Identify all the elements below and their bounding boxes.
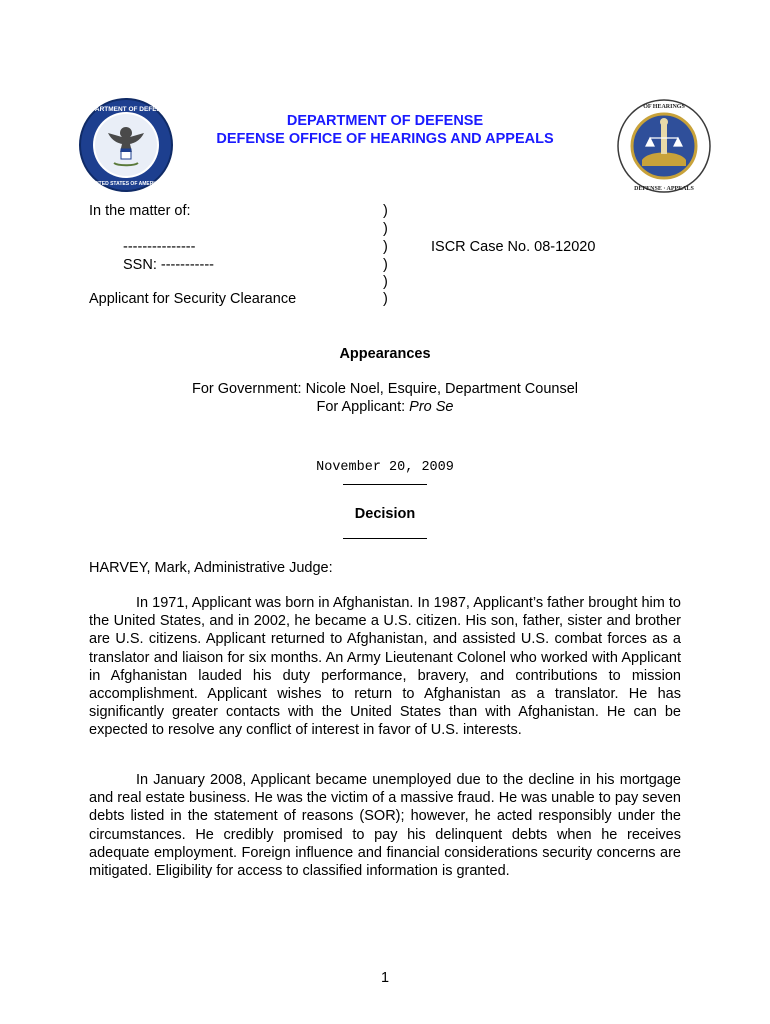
- caption-paren: ): [383, 291, 388, 307]
- applicant-name-redacted: ---------------: [123, 239, 196, 255]
- applicant-role: Applicant for Security Clearance: [89, 291, 297, 307]
- applicant-counsel: [0, 398, 770, 416]
- svg-text:OF HEARINGS: OF HEARINGS: [643, 104, 685, 110]
- svg-text:DEPARTMENT OF DEFENSE: DEPARTMENT OF DEFENSE: [82, 106, 170, 113]
- summary-paragraph-1: In 1971, Applicant was born in Afghanistan. In 1987, Applicant’s father brought him to the United States, and in 2002, he became a U.S. citizen. His son, father, sister and brother are U.S. citizens. Applicant returned to Afghanistan, and assisted U.S. combat forces as a translator and liaison for six months. An Army Lieutenant Colonel who worked with Applicant in Afghanistan lauded his duty performance, bravery, and contributions to mission accomplishment. Applicant wishes to return to Afghanistan as a translator. He has significantly greater contacts with the United States than with Afghanistan. He can be expected to resolve any conflict of interest in favor of U.S. interests.: [89, 595, 681, 739]
- caption-paren: ): [383, 257, 388, 273]
- decision-title: Decision: [354, 506, 416, 522]
- caption-paren: ): [383, 274, 388, 290]
- header-department: DEPARTMENT OF DEFENSE: [286, 113, 484, 129]
- header-office: DEFENSE OFFICE OF HEARINGS AND APPEALS: [216, 131, 554, 147]
- svg-text:UNITED STATES OF AMERICA: UNITED STATES OF AMERICA: [90, 181, 162, 187]
- caption-paren: ): [383, 203, 388, 219]
- caption-paren: ): [383, 221, 388, 237]
- case-number: ISCR Case No. 08-12020: [431, 239, 596, 255]
- page-number: 1: [380, 970, 390, 986]
- government-counsel: For Government: Nicole Noel, Esquire, Department Counsel: [191, 381, 579, 397]
- applicant-counsel-value: Pro Se: [409, 399, 454, 415]
- decision-underline: [343, 538, 427, 539]
- caption-paren: ): [383, 239, 388, 255]
- date-underline: [343, 484, 427, 485]
- svg-text:DEFENSE · APPEALS: DEFENSE · APPEALS: [634, 186, 694, 192]
- appearances-title: Appearances: [339, 346, 431, 362]
- applicant-counsel-label: For Applicant:: [316, 399, 410, 415]
- in-matter-label: In the matter of:: [89, 203, 191, 219]
- summary-paragraph-2: In January 2008, Applicant became unemployed due to the decline in his mortgage and real estate business. He was the victim of a massive fraud. He was unable to pay seven debts listed in the statement of reasons (SOR); however, he acted responsibly under the circumstances. He credibly promised to pay his delinquent debts when he receives adequate employment. Foreign influence and financial considerations security concerns are mitigated. Eligibility for access to classified information is granted.: [89, 772, 681, 880]
- decision-date: November 20, 2009: [316, 460, 454, 475]
- judge-name: HARVEY, Mark, Administrative Judge:: [89, 560, 333, 576]
- ssn-redacted: SSN: -----------: [123, 257, 214, 273]
